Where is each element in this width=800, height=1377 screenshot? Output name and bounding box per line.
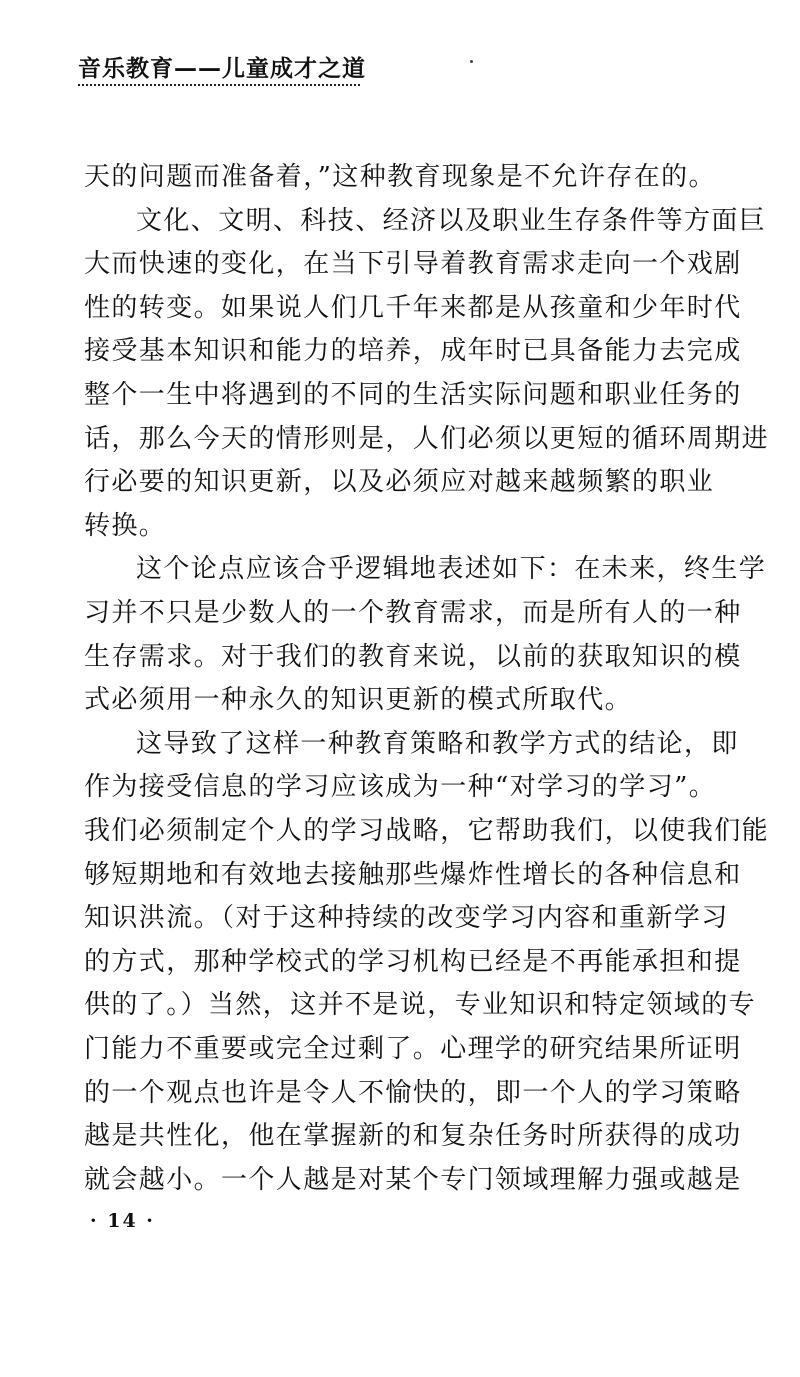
text-line-13: 式必须用一种永久的知识更新的模式所取代。	[84, 685, 633, 716]
text-line-15: 作为接受信息的学习应该成为一种“对学习的学习”。	[84, 772, 717, 803]
text-line-4: 性的转变。如果说人们几千年来都是从孩童和少年时代	[84, 292, 742, 323]
text-line-10: 这个论点应该合乎逻辑地表述如下：在未来，终生学	[136, 554, 767, 585]
text-line-7: 话，那么今天的情形则是，人们必须以更短的循环周期进	[84, 423, 770, 454]
text-line-11: 习并不只是少数人的一个教育需求，而是所有人的一种	[84, 598, 742, 628]
text-line-2: 文化、文明、科技、经济以及职业生存条件等方面巨	[136, 205, 767, 236]
text-line-18: 知识洪流。（对于这种持续的改变学习内容和重新学习	[84, 903, 729, 934]
text-line-14: 这导致了这样一种教育策略和教学方式的结论，即	[136, 728, 739, 759]
text-line-8: 行必要的知识更新，以及必须应对越来越频繁的职业	[84, 467, 715, 498]
text-line-12: 生存需求。对于我们的教育来说，以前的获取知识的模	[84, 641, 742, 672]
header-speck	[470, 60, 473, 63]
text-line-16: 我们必须制定个人的学习战略，它帮助我们，以使我们能	[84, 816, 770, 846]
text-line-23: 越是共性化，他在掌握新的和复杂任务时所获得的成功	[84, 1121, 742, 1152]
text-line-22: 的一个观点也许是令人不愉快的，即一个人的学习策略	[84, 1077, 742, 1108]
text-line-5: 接受基本知识和能力的培养，成年时已具备能力去完成	[84, 336, 742, 367]
text-line-17: 够短期地和有效地去接触那些爆炸性增长的各种信息和	[84, 859, 742, 890]
running-header-title: 音乐教育——儿童成才之道	[78, 56, 366, 82]
text-line-9: 转换。	[84, 510, 167, 541]
text-line-20: 供的了。）当然，这并不是说，专业知识和特定领域的专	[84, 990, 757, 1021]
page-number: · 14 ·	[90, 1210, 155, 1232]
text-line-19: 的方式，那种学校式的学习机构已经是不再能承担和提	[84, 946, 742, 977]
text-line-24: 就会越小。一个人越是对某个专门领域理解力强或越是	[84, 1164, 742, 1195]
text-line-3: 大而快速的变化，在当下引导着教育需求走向一个戏剧	[84, 249, 742, 280]
text-line-6: 整个一生中将遇到的不同的生活实际问题和职业任务的	[84, 380, 742, 410]
header-dotted-rule	[78, 84, 360, 86]
text-line-21: 门能力不重要或完全过剩了。心理学的研究结果所证明	[84, 1034, 742, 1064]
text-line-1: 天的问题而准备着，”这种教育现象是不允许存在的。	[84, 162, 716, 192]
